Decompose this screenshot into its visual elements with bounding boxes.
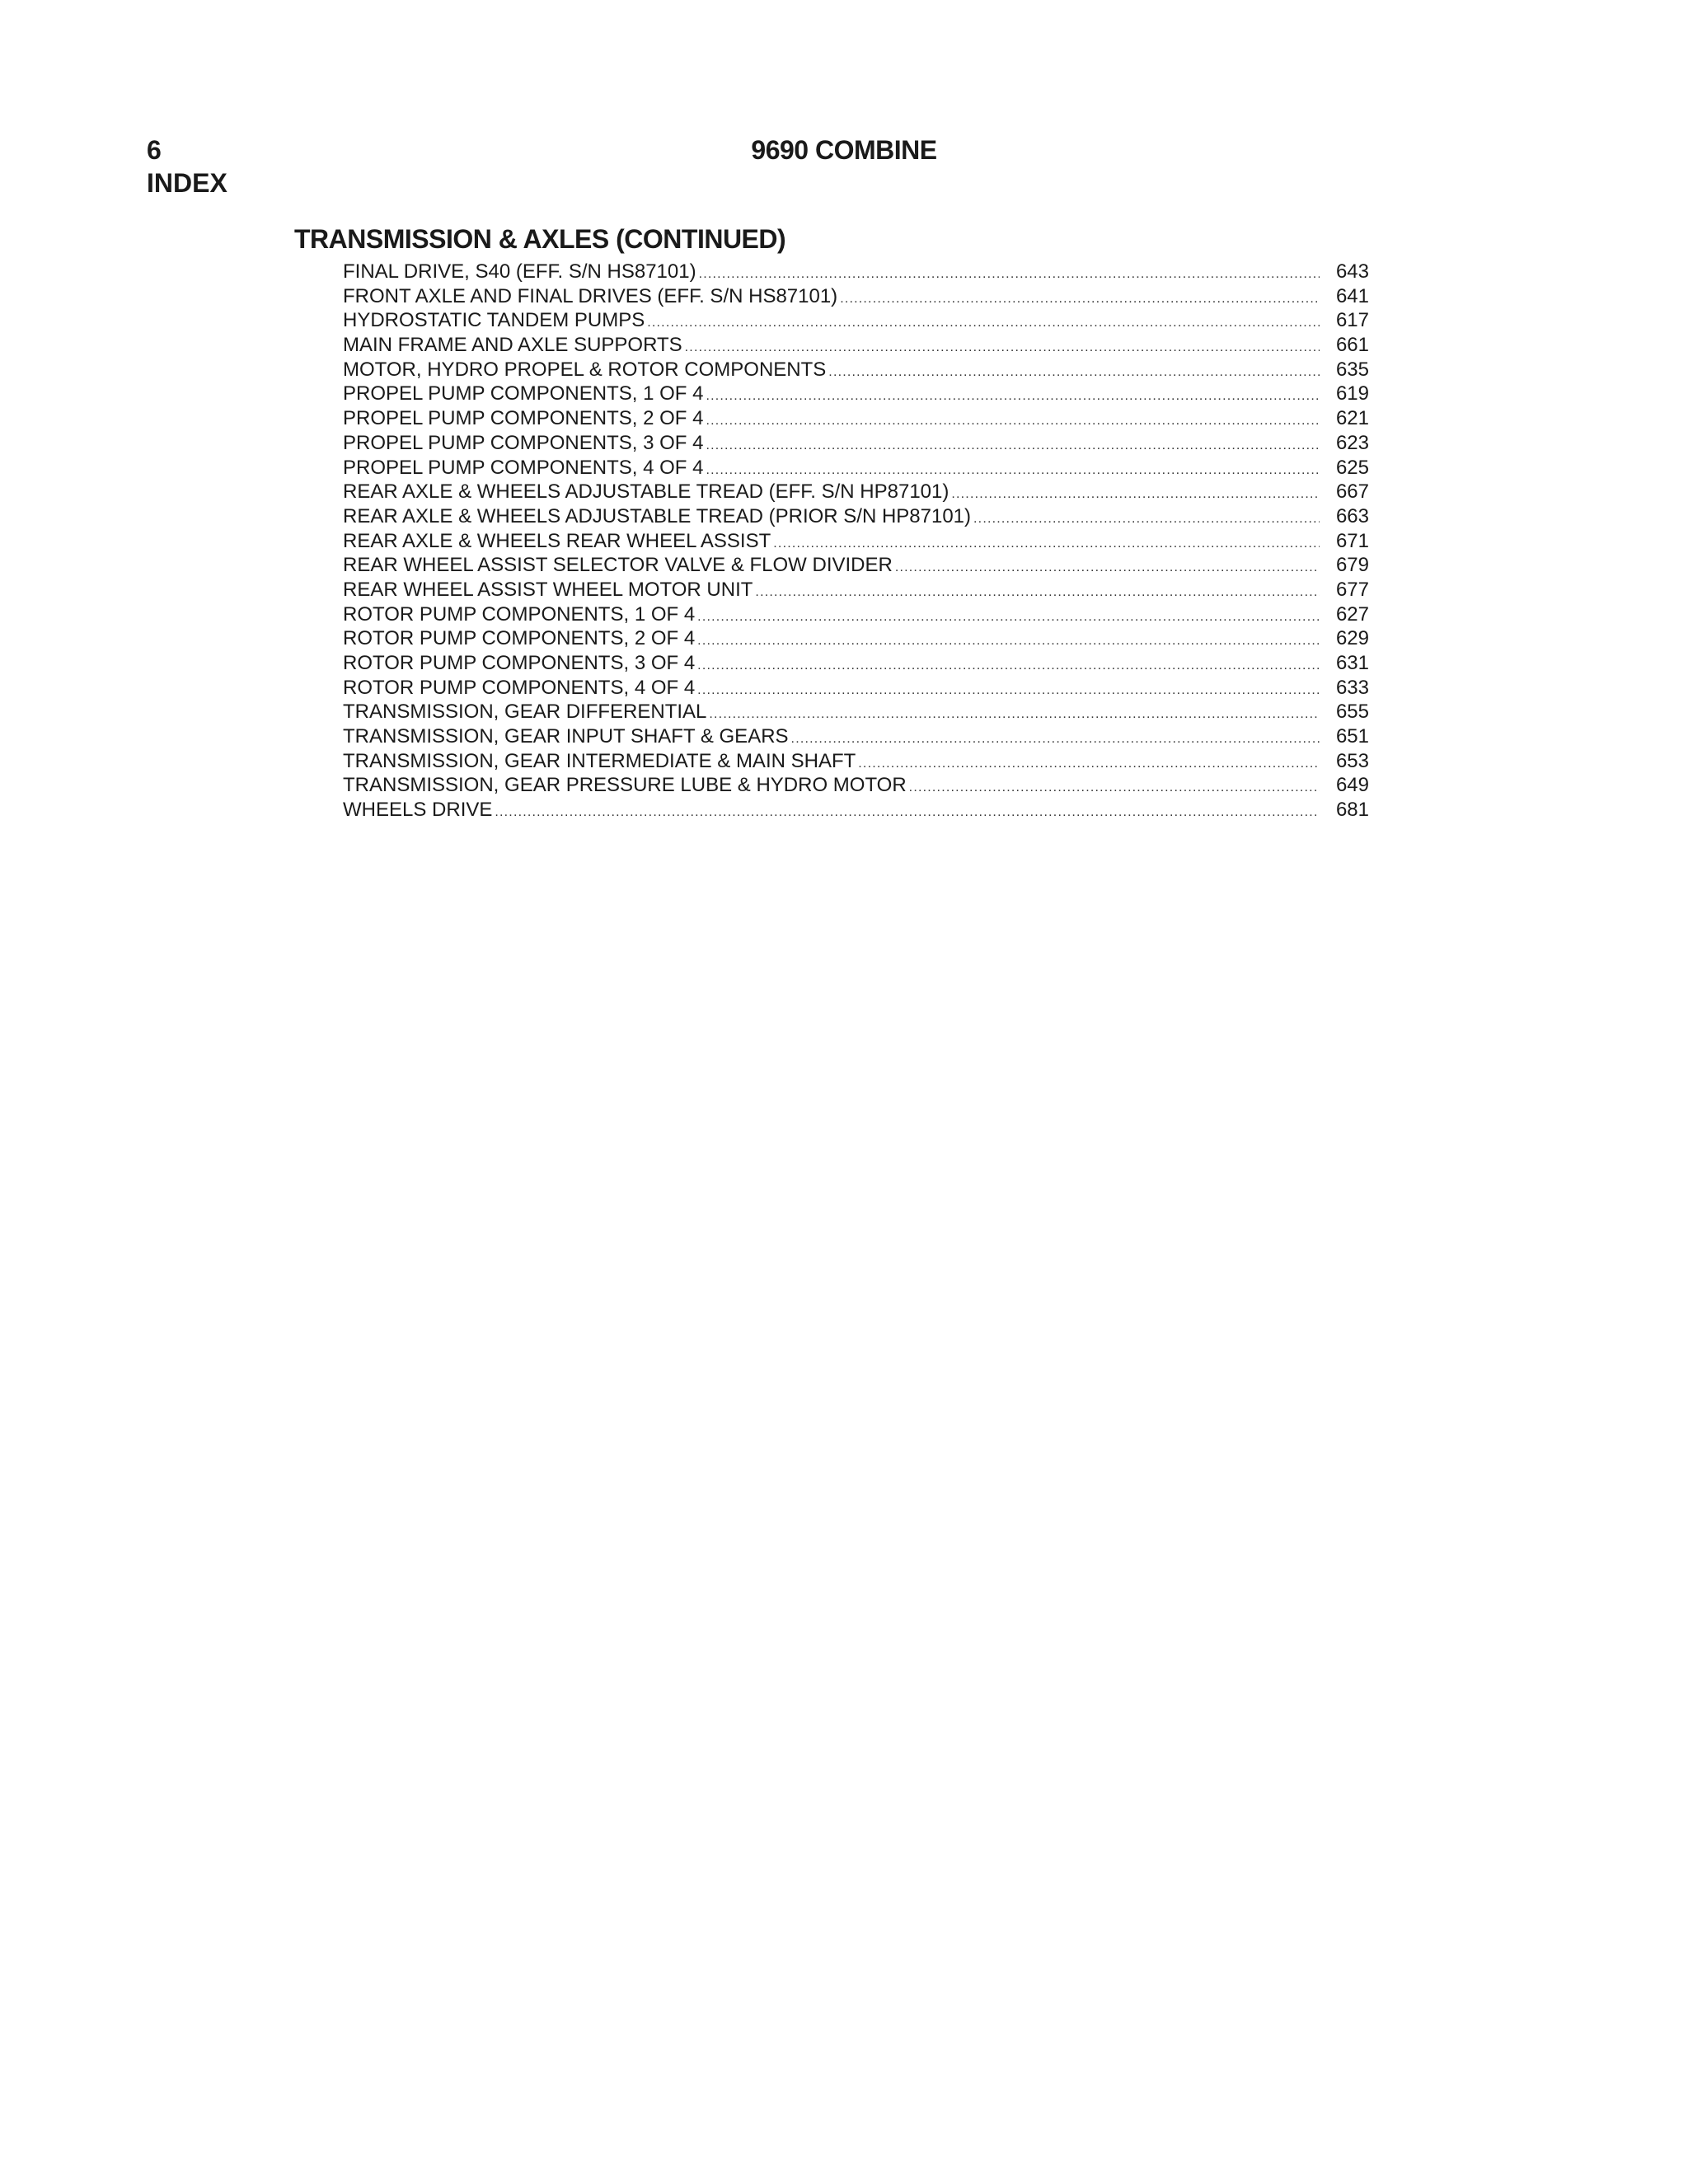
index-entry xyxy=(343,382,1369,406)
dot-leader xyxy=(697,629,1320,654)
dot-leader xyxy=(791,727,1320,752)
index-entry xyxy=(343,626,1369,651)
index-entry xyxy=(343,260,1369,284)
index-entry-title: REAR WHEEL ASSIST SELECTOR VALVE & FLOW DIVIDER xyxy=(343,554,893,577)
index-entry-title: TRANSMISSION, GEAR DIFFERENTIAL xyxy=(343,701,707,724)
dot-leader xyxy=(895,555,1320,580)
index-entry-page: 677 xyxy=(1335,578,1369,601)
index-entry-page: 655 xyxy=(1335,701,1369,724)
index-entry-title: MOTOR, HYDRO PROPEL & ROTOR COMPONENTS xyxy=(343,358,827,381)
index-entry-page: 621 xyxy=(1335,407,1369,430)
index-entry xyxy=(343,651,1369,676)
index-entry xyxy=(343,724,1369,749)
dot-leader xyxy=(647,311,1320,335)
index-entry xyxy=(343,284,1369,309)
index-entry-page: 649 xyxy=(1335,774,1369,797)
index-entry xyxy=(343,456,1369,480)
index-entry-title: ROTOR PUMP COMPONENTS, 2 OF 4 xyxy=(343,627,696,650)
index-entry xyxy=(343,406,1369,431)
index-entry-page: 633 xyxy=(1335,676,1369,699)
dot-leader xyxy=(685,335,1320,360)
group-heading: TRANSMISSION & AXLES (CONTINUED) xyxy=(294,224,786,254)
index-entry-title: PROPEL PUMP COMPONENTS, 4 OF 4 xyxy=(343,456,704,479)
dot-leader xyxy=(909,776,1320,800)
index-entry-page: 635 xyxy=(1335,358,1369,381)
index-entry xyxy=(343,431,1369,456)
section-label: INDEX xyxy=(147,168,227,198)
index-entry-title: PROPEL PUMP COMPONENTS, 3 OF 4 xyxy=(343,431,704,454)
index-entry-page: 629 xyxy=(1335,627,1369,650)
index-entry-title: PROPEL PUMP COMPONENTS, 1 OF 4 xyxy=(343,382,704,405)
index-entry-title: ROTOR PUMP COMPONENTS, 1 OF 4 xyxy=(343,602,696,626)
index-entry-title: REAR AXLE & WHEELS ADJUSTABLE TREAD (PRIOR S/N HP87101) xyxy=(343,504,972,527)
index-entry xyxy=(343,480,1369,504)
index-entry-page: 643 xyxy=(1335,260,1369,283)
index-entry-page: 619 xyxy=(1335,382,1369,405)
index-entry-title: WHEELS DRIVE xyxy=(343,799,493,822)
index-entry xyxy=(343,553,1369,578)
index-entry xyxy=(343,749,1369,774)
dot-leader xyxy=(858,752,1320,776)
index-entry-page: 661 xyxy=(1335,334,1369,357)
index-entry xyxy=(343,308,1369,333)
index-entry-title: ROTOR PUMP COMPONENTS, 4 OF 4 xyxy=(343,676,696,699)
index-entry-page: 671 xyxy=(1335,529,1369,552)
index-entry xyxy=(343,676,1369,701)
index-entry-title: TRANSMISSION, GEAR INTERMEDIATE & MAIN SHAFT xyxy=(343,749,856,772)
index-entry-page: 651 xyxy=(1335,725,1369,748)
index-entry xyxy=(343,578,1369,602)
dot-leader xyxy=(773,532,1320,556)
index-entry-title: REAR AXLE & WHEELS ADJUSTABLE TREAD (EFF. S/N HP87101) xyxy=(343,480,950,504)
index-entry-title: PROPEL PUMP COMPONENTS, 2 OF 4 xyxy=(343,407,704,430)
index-entry-page: 681 xyxy=(1335,799,1369,822)
index-entry xyxy=(343,773,1369,798)
index-entry-page: 625 xyxy=(1335,456,1369,479)
dot-leader xyxy=(697,654,1320,678)
index-entry-page: 641 xyxy=(1335,284,1369,307)
document-title: 9690 COMBINE xyxy=(751,135,937,165)
dot-leader xyxy=(709,702,1320,727)
index-entry-title: REAR AXLE & WHEELS REAR WHEEL ASSIST xyxy=(343,529,771,552)
dot-leader xyxy=(706,384,1320,409)
index-entry-page: 679 xyxy=(1335,554,1369,577)
index-entry-title: ROTOR PUMP COMPONENTS, 3 OF 4 xyxy=(343,652,696,674)
dot-leader xyxy=(706,434,1320,458)
dot-leader xyxy=(755,580,1320,605)
page-number: 6 xyxy=(147,135,162,165)
index-entry xyxy=(343,333,1369,358)
dot-leader xyxy=(697,605,1320,630)
index-entry-title: MAIN FRAME AND AXLE SUPPORTS xyxy=(343,334,682,357)
index-entry-page: 667 xyxy=(1335,480,1369,504)
dot-leader xyxy=(840,287,1320,312)
index-entry-page: 653 xyxy=(1335,749,1369,772)
dot-leader xyxy=(828,360,1320,385)
index-entry-page: 627 xyxy=(1335,602,1369,626)
index-entry xyxy=(343,529,1369,554)
index-entry-title: FINAL DRIVE, S40 (EFF. S/N HS87101) xyxy=(343,260,696,283)
dot-leader xyxy=(699,262,1320,287)
index-entry-page: 663 xyxy=(1335,504,1369,527)
dot-leader xyxy=(495,800,1320,825)
dot-leader xyxy=(697,678,1320,703)
dot-leader xyxy=(706,409,1320,434)
index-entry xyxy=(343,504,1369,529)
index-entry-page: 617 xyxy=(1335,309,1369,332)
index-entry-title: TRANSMISSION, GEAR PRESSURE LUBE & HYDRO MOTOR xyxy=(343,774,907,797)
index-entry xyxy=(343,358,1369,382)
dot-leader xyxy=(973,507,1320,532)
index-entry xyxy=(343,602,1369,627)
index-entry-page: 623 xyxy=(1335,431,1369,454)
index-list xyxy=(343,260,1369,823)
index-entry-title: TRANSMISSION, GEAR INPUT SHAFT & GEARS xyxy=(343,725,789,748)
index-entry xyxy=(343,700,1369,724)
index-entry xyxy=(343,798,1369,823)
index-entry-title: FRONT AXLE AND FINAL DRIVES (EFF. S/N HS87101) xyxy=(343,284,838,307)
index-entry-title: HYDROSTATIC TANDEM PUMPS xyxy=(343,309,645,332)
index-entry-page: 631 xyxy=(1335,652,1369,674)
index-entry-title: REAR WHEEL ASSIST WHEEL MOTOR UNIT xyxy=(343,578,753,601)
dot-leader xyxy=(706,458,1320,483)
dot-leader xyxy=(951,482,1320,507)
